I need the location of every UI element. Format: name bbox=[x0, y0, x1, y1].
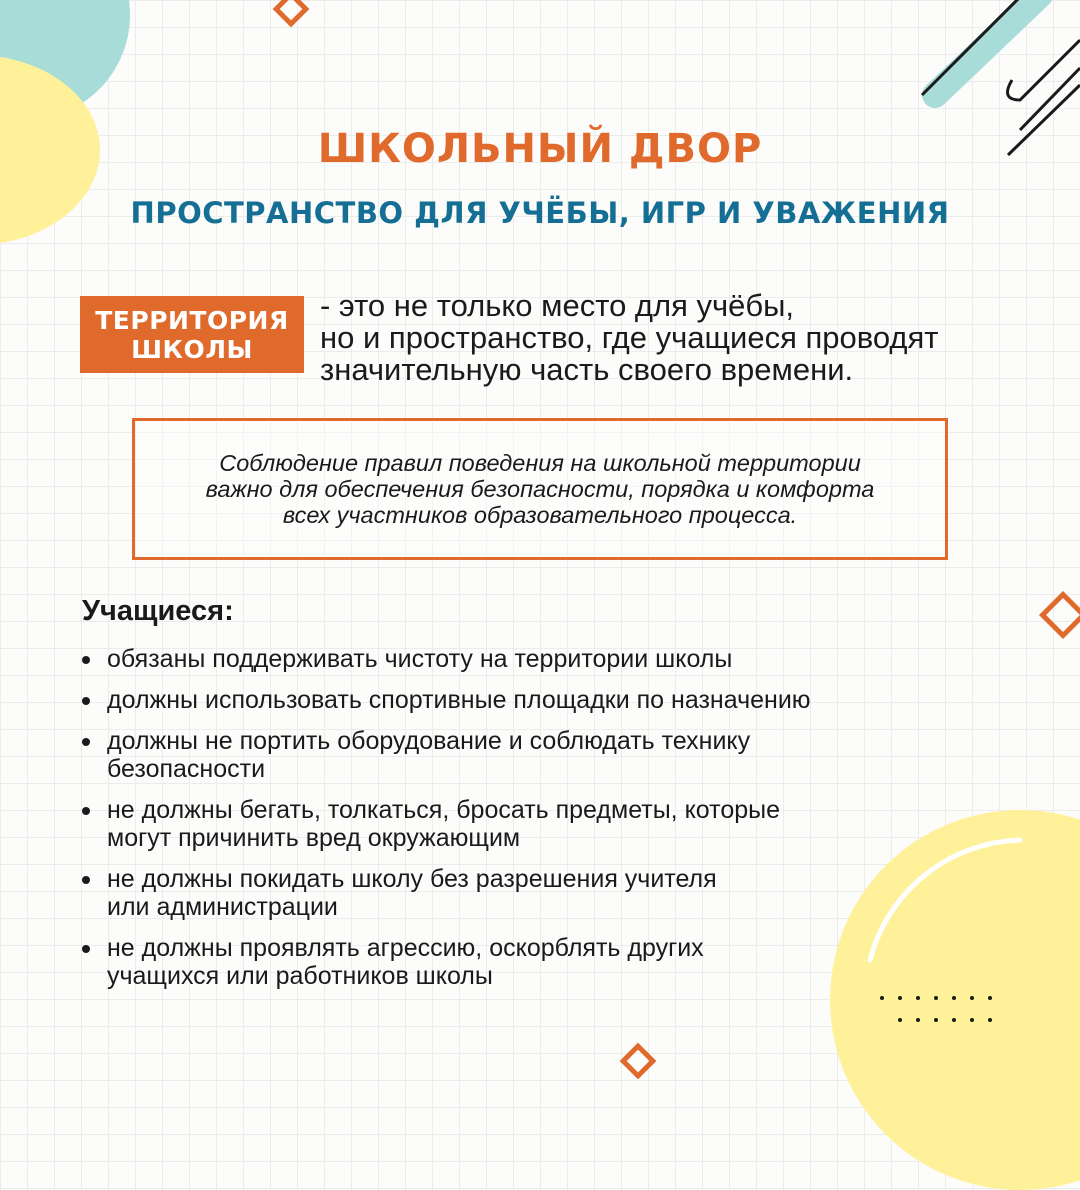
list-item bbox=[80, 645, 960, 673]
rule-line-2: безопасности bbox=[107, 755, 960, 783]
term-line-2: ШКОЛЫ bbox=[80, 335, 304, 364]
outline-stripe-2 bbox=[1008, 40, 1080, 100]
bullet-icon bbox=[82, 738, 90, 746]
diamond-decoration-right bbox=[1039, 591, 1080, 639]
rule-line-1: обязаны поддерживать чистоту на территории школы bbox=[107, 645, 960, 673]
diamond-decoration-bottom bbox=[620, 1043, 657, 1080]
diamond-decoration-top bbox=[273, 0, 310, 27]
teal-stripe bbox=[935, 0, 1040, 95]
bullet-icon bbox=[82, 807, 90, 815]
bullet-icon bbox=[82, 876, 90, 884]
definition-line-2: но и пространство, где учащиеся проводят bbox=[320, 322, 1050, 354]
list-item bbox=[80, 727, 960, 783]
page-subtitle: ПРОСТРАНСТВО ДЛЯ УЧЁБЫ, ИГР И УВАЖЕНИЯ bbox=[0, 196, 1080, 230]
rule-line-2: могут причинить вред окружающим bbox=[107, 824, 960, 852]
rule-line-1: не должны бегать, толкаться, бросать предметы, которые bbox=[107, 796, 960, 824]
term-label-box bbox=[80, 296, 304, 373]
note-box bbox=[132, 418, 948, 560]
definition-line-1: - это не только место для учёбы, bbox=[320, 290, 1050, 322]
definition-line-3: значительную часть своего времени. bbox=[320, 354, 1050, 386]
note-line-2: важно для обеспечения безопасности, порядка и комфорта bbox=[206, 476, 875, 502]
list-item bbox=[80, 934, 960, 990]
rule-line-1: должны использовать спортивные площадки по назначению bbox=[107, 686, 960, 714]
bullet-icon bbox=[82, 656, 90, 664]
note-line-3: всех участников образовательного процесса. bbox=[283, 502, 797, 528]
page-title: ШКОЛЬНЫЙ ДВОР bbox=[0, 126, 1080, 172]
outline-stripe-3 bbox=[1020, 68, 1080, 130]
list-item bbox=[80, 796, 960, 852]
list-item bbox=[80, 865, 960, 921]
term-line-1: ТЕРРИТОРИЯ bbox=[80, 306, 304, 335]
rule-line-2: учащихся или работников школы bbox=[107, 962, 960, 990]
note-line-1: Соблюдение правил поведения на школьной территории bbox=[219, 450, 861, 476]
rule-line-1: не должны проявлять агрессию, оскорблять других bbox=[107, 934, 960, 962]
rule-line-2: или администрации bbox=[107, 893, 960, 921]
rules-list bbox=[80, 645, 960, 1003]
bullet-icon bbox=[82, 697, 90, 705]
list-item bbox=[80, 686, 960, 714]
term-definition bbox=[320, 290, 1050, 386]
bullet-icon bbox=[82, 945, 90, 953]
list-heading: Учащиеся: bbox=[82, 595, 234, 628]
rule-line-1: не должны покидать школу без разрешения учителя bbox=[107, 865, 960, 893]
rule-line-1: должны не портить оборудование и соблюдать технику bbox=[107, 727, 960, 755]
